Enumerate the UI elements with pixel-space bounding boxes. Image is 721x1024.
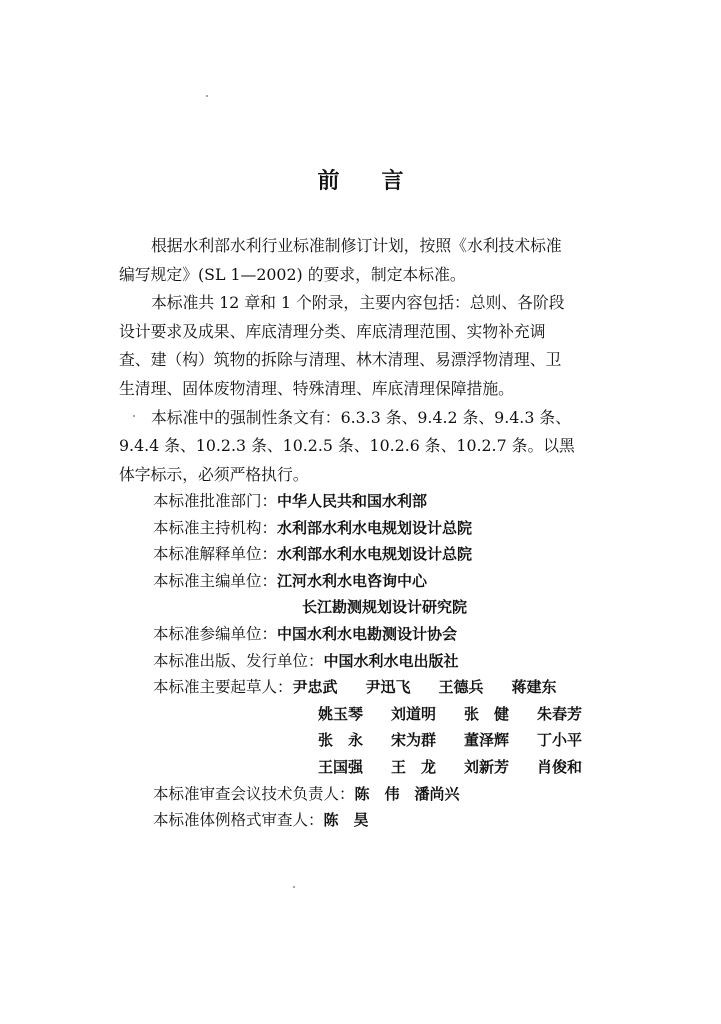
credit-value: 长江勘测规划设计研究院 [302,598,468,617]
credit-label: 本标准参编单位： [153,624,278,643]
drafter-name: 王 龙 [391,757,437,776]
credit-label: 本标准解释单位： [153,545,278,564]
text-line: 查、建（构）筑物的拆除与清理、林木清理、易漂浮物清理、卫 [119,350,562,370]
credit-label: 本标准体例格式审查人： [153,811,324,830]
credit-drafters-row-4 [153,754,633,781]
paragraph-1 [119,232,629,289]
drafter-name: 董泽辉 [464,731,510,750]
credit-value: 江河水利水电咨询中心 [277,571,428,590]
credit-value: 陈 昊 [323,811,369,830]
text-line: 体字标示，必须严格执行。 [119,464,309,484]
drafter-name: 刘道明 [391,704,437,723]
title-char-1: 前 [317,169,340,194]
credit-co [153,621,633,648]
drafter-name: 蒋建东 [511,678,557,697]
preface-body [119,232,629,489]
credit-drafters-row-3 [153,727,633,754]
credit-interpret [153,541,633,568]
credit-approval [153,488,633,515]
credit-drafters [153,674,633,701]
credit-value: 中华人民共和国水利部 [277,492,428,510]
drafter-names [153,701,610,728]
drafter-name: 尹忠武 [292,678,338,697]
text-line: 本标准共 12 章和 1 个附录，主要内容包括：总则、各阶段 [151,293,565,313]
drafter-name: 刘新芳 [464,757,510,776]
credit-host [153,515,633,542]
credit-format [153,807,633,834]
scan-speck [206,95,208,97]
drafter-name: 张 健 [464,704,510,723]
credit-publisher [153,648,633,675]
credit-label: 本标准审查会议技术负责人： [153,784,355,803]
drafter-name: 宋为群 [391,731,437,750]
credit-value: 陈 伟 潘尚兴 [354,784,460,803]
drafter-names [153,727,610,754]
credit-label: 本标准批准部门： [153,492,278,510]
credits-block [153,488,633,834]
credit-value: 水利部水利水电规划设计总院 [277,518,473,537]
credit-value: 水利部水利水电规划设计总院 [277,545,473,564]
credit-label: 本标准出版、发行单位： [153,651,324,670]
credit-chief-2 [153,594,633,621]
drafter-name: 朱春芳 [537,704,583,723]
paragraph-2 [119,289,629,403]
credit-label: 本标准主要起草人： [153,678,293,697]
drafter-name: 尹迅飞 [365,678,411,697]
text-line: 设计要求及成果、库底清理分类、库底清理范围、实物补充调 [119,321,546,341]
drafter-name: 姚玉琴 [318,704,364,723]
paragraph-3 [119,404,629,490]
credit-value: 中国水利水电勘测设计协会 [277,624,458,643]
credit-label: 本标准主编单位： [153,571,278,590]
title-char-2: 言 [381,169,404,194]
credit-value: 中国水利水电出版社 [323,651,459,670]
scan-speck [293,886,295,888]
drafter-names [293,674,585,701]
drafter-name: 肖俊和 [537,757,583,776]
drafter-name: 王国强 [318,757,364,776]
text-line: 根据水利部水利行业标准制修订计划，按照《水利技术标准 [151,236,562,255]
credit-review [153,781,633,808]
credit-drafters-row-2 [153,701,633,728]
text-line: 生清理、固体废物清理、特殊清理、库底清理保障措施。 [119,378,514,398]
text-line: 9.4.4 条、10.2.3 条、10.2.5 条、10.2.6 条、10.2.7 条。以黑 [119,436,575,456]
drafter-name: 张 永 [318,731,364,750]
drafter-name: 王德兵 [438,678,484,697]
text-line: 本标准中的强制性条文有：6.3.3 条、9.4.2 条、9.4.3 条、 [151,407,571,427]
credit-chief [153,568,633,595]
text-line: 编写规定》(SL 1—2002) 的要求，制定本标准。 [119,264,466,284]
page-title [0,166,721,198]
drafter-name: 丁小平 [537,731,583,750]
drafter-names [153,754,610,781]
credit-label: 本标准主持机构： [153,518,278,537]
